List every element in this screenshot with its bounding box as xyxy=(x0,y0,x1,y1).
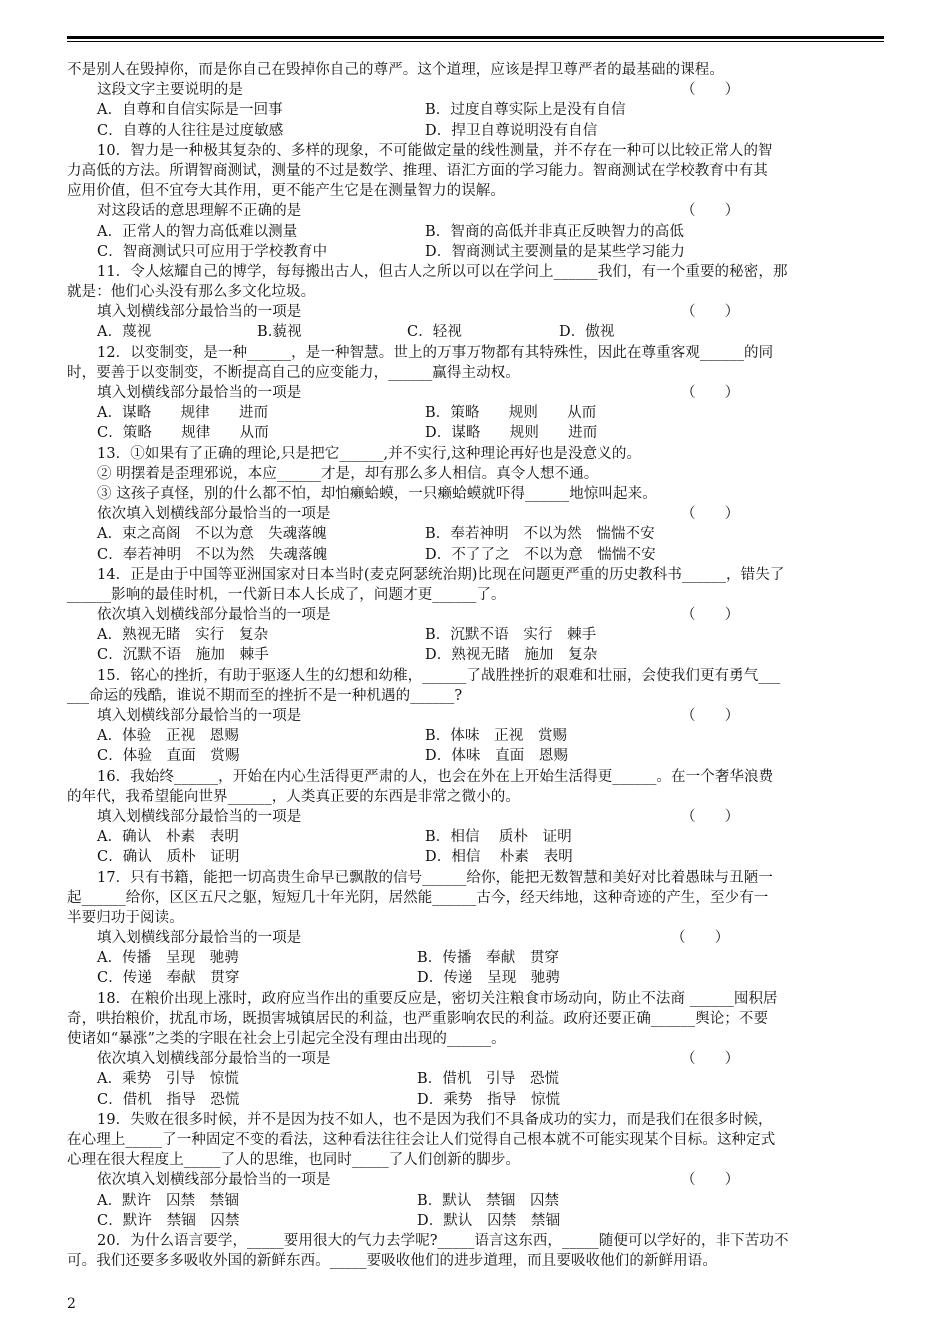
option-row xyxy=(67,847,884,867)
text-line: 使诸如“暴涨”之类的字眼在社会上引起完全没有理由出现的______。 xyxy=(67,1031,506,1047)
paragraph-start-line: 10．智力是一种极其复杂的、多样的现象，不可能做定量的线性测量，并不存在一种可以比较正常人的智 xyxy=(97,142,773,159)
question-stem xyxy=(67,1170,884,1190)
answer-parentheses: （ ） xyxy=(681,1051,740,1068)
answer-parentheses: （ ） xyxy=(681,708,740,724)
option-row xyxy=(67,121,884,141)
question-stem-text: 依次填入划横线部分最恰当的一项是 xyxy=(97,607,331,624)
option-left: A．束之高阁 不以为意 失魂落魄 xyxy=(97,526,327,543)
option-row xyxy=(67,322,884,342)
paragraph-start-line: 19．失败在很多时候，并不是因为技不如人，也不是因为我们不具备成功的实力，而是我们在很多时候， xyxy=(97,1111,773,1128)
option-right: D．体味 直面 恩赐 xyxy=(425,748,569,765)
answer-parentheses: （ ） xyxy=(681,808,740,825)
option-left: A．确认 朴素 表明 xyxy=(97,829,239,846)
question-stem xyxy=(67,706,884,726)
option-left: C．策略 规律 从而 xyxy=(97,425,269,442)
option-left: C．默许 禁锢 囚禁 xyxy=(97,1212,240,1229)
option-row xyxy=(67,100,884,120)
option-left: A．自尊和自信实际是一回事 xyxy=(97,102,283,119)
paragraph-start-line: 12．以变制变，是一种______，是一种智慧。世上的万事万物都有其特殊性，因此在尊重客观______的同 xyxy=(97,344,774,361)
option-right: D．乘势 指导 惊慌 xyxy=(417,1091,561,1108)
option-right: B．沉默不语 实行 棘手 xyxy=(425,627,597,644)
paragraph-start-line: 18．在粮价出现上涨时，政府应当作出的重要反应是，密切关注粮食市场动向，防止不法商 ______囤积居 xyxy=(97,990,778,1007)
option-left: A．谋略 规律 进而 xyxy=(97,405,269,422)
question-stem xyxy=(67,383,884,403)
text-line: 的年代，我希望能向世界______，人类真正要的东西是非常之微小的。 xyxy=(67,788,520,805)
paragraph-start-line: 16．我始终______，开始在内心生活得更严肃的人，也会在外在上开始生活得更______。在一个奢华浪费 xyxy=(97,768,774,785)
option-left: C．确认 质朴 证明 xyxy=(97,849,240,866)
option-o1: A．蔑视 xyxy=(97,324,152,341)
text-line: 心理在很大程度上_____了人的思维，也同时_____了人们创新的脚步。 xyxy=(67,1152,521,1169)
option-o3: C．轻视 xyxy=(407,324,462,341)
option-right: B．策略 规则 从而 xyxy=(425,405,597,422)
text-line: 应用价值，但不宜夸大其作用，更不能产生它是在测量智力的误解。 xyxy=(67,183,505,200)
text-line: 不是别人在毁掉你，而是你自己在毁掉你自己的尊严。这个道理，应该是捍卫尊严者的最基础的课程。 xyxy=(67,62,724,78)
option-row xyxy=(67,222,884,242)
option-row xyxy=(67,746,884,766)
question-stem xyxy=(67,605,884,625)
option-right: D．不了了之 不以为意 惴惴不安 xyxy=(425,546,656,563)
question-stem-text: 依次填入划横线部分最恰当的一项是 xyxy=(97,1051,331,1068)
option-left: A．默许 囚禁 禁锢 xyxy=(97,1192,239,1209)
option-right: B．借机 引导 恐慌 xyxy=(417,1071,560,1088)
option-right: B．奉若神明 不以为然 惴惴不安 xyxy=(425,526,655,543)
paragraph-start-line: 11．令人炫耀自己的博学，每每搬出古人，但古人之所以可以在学问上______我们，有一个重要的秘密，那 xyxy=(97,263,788,280)
question-stem xyxy=(67,201,884,221)
option-right: B．相信 质朴 证明 xyxy=(425,829,572,846)
option-o4: D．傲视 xyxy=(559,324,615,341)
paragraph-start-line: 15．铭心的挫折，有助于驱逐人生的幻想和幼稚，______了战胜挫折的艰难和壮丽，会使我们更有勇气___ xyxy=(97,667,781,684)
answer-parentheses: （ ） xyxy=(681,203,740,220)
question-stem xyxy=(67,928,884,948)
option-row xyxy=(67,827,884,847)
option-left: C．自尊的人往往是过度敏感 xyxy=(97,122,284,139)
option-right: B．智商的高低并非真正反映智力的高低 xyxy=(425,223,684,240)
answer-parentheses: （ ） xyxy=(681,506,740,523)
option-left: C．借机 指导 恐慌 xyxy=(97,1091,240,1108)
question-stem-text: 填入划横线部分最恰当的一项是 xyxy=(97,808,302,825)
option-left: C．传递 奉献 贯穿 xyxy=(97,970,240,987)
option-right: D．智商测试主要测量的是某些学习能力 xyxy=(425,243,685,260)
option-right: B．体味 正视 赏赐 xyxy=(425,728,568,745)
option-row xyxy=(67,423,884,443)
option-left: A．体验 正视 恩赐 xyxy=(97,728,239,745)
answer-parentheses: （ ） xyxy=(681,385,740,401)
option-left: A．正常人的智力高低难以测量 xyxy=(97,223,298,240)
option-row xyxy=(67,545,884,565)
option-left: A．传播 呈现 驰骋 xyxy=(97,950,239,967)
text-line: 就是：他们心头没有那么多文化垃圾。 xyxy=(67,284,316,301)
option-row xyxy=(67,645,884,665)
question-stem xyxy=(67,504,884,524)
option-left: C．奉若神明 不以为然 失魂落魄 xyxy=(97,546,328,563)
paragraph-start-line: 13．①如果有了正确的理论,只是把它______,并不实行,这种理论再好也是没意义的。 xyxy=(97,445,642,462)
option-row xyxy=(67,948,884,968)
paragraph-start-line: ③ 这孩子真怪，别的什么都不怕，却怕癞蛤蟆，一只癞蛤蟆就吓得______地惊叫起来。 xyxy=(97,485,657,502)
option-left: C．体验 直面 赏赐 xyxy=(97,748,240,765)
question-stem-text: 对这段话的意思理解不正确的是 xyxy=(97,203,302,220)
text-line: 奇，哄抬粮价，扰乱市场，既损害城镇居民的利益，也严重影响农民的利益。政府还要正确______舆论；不要 xyxy=(67,1010,769,1027)
option-row xyxy=(67,1191,884,1211)
option-right: D．熟视无睹 施加 复杂 xyxy=(425,647,598,664)
question-stem-text: 填入划横线部分最恰当的一项是 xyxy=(97,385,302,401)
option-right: D．捍卫自尊说明没有自信 xyxy=(425,122,598,139)
option-row xyxy=(67,403,884,423)
question-stem-text: 填入划横线部分最恰当的一项是 xyxy=(97,304,302,321)
answer-parentheses: （ ） xyxy=(681,304,740,321)
paragraph-start-line: 17．只有书籍，能把一切高贵生命早已飘散的信号______给你，能把无数智慧和美好对比着愚昧与丑陋一 xyxy=(97,869,773,886)
option-right: D．传递 呈现 驰骋 xyxy=(417,970,561,987)
header-rule-thick xyxy=(67,36,884,39)
option-row xyxy=(67,1211,884,1231)
header-rule-thin xyxy=(67,41,884,42)
answer-parentheses: （ ） xyxy=(681,1172,740,1189)
page-number: 2 xyxy=(67,1296,76,1312)
question-stem xyxy=(67,302,884,322)
paragraph-start-line: ② 明摆着是歪理邪说，本应______才是，却有那么多人相信。真令人想不通。 xyxy=(97,465,599,482)
text-line: 可。我们还要多多吸收外国的新鲜东西。_____要吸收他们的进步道理，而且要吸收他们的新鲜用语。 xyxy=(67,1253,717,1270)
option-row xyxy=(67,1069,884,1089)
text-line: 力高低的方法。所谓智商测试，测量的不过是数学、推理、语汇方面的学习能力。智商测试在学校教育中有其 xyxy=(67,162,768,179)
option-row xyxy=(67,968,884,988)
answer-parentheses: （ ） xyxy=(681,82,740,99)
question-stem-text: 依次填入划横线部分最恰当的一项是 xyxy=(97,1172,331,1189)
option-left: A．熟视无睹 实行 复杂 xyxy=(97,627,269,644)
text-line: ___命运的残酷，谁说不期而至的挫折不是一种机遇的______? xyxy=(67,687,463,704)
option-right: D．相信 朴素 表明 xyxy=(425,849,573,866)
text-line: 起______给你，区区五尺之躯，短短几十年光阴，居然能______古今，经天纬地，这种奇迹的产生，至少有一 xyxy=(67,889,769,906)
paragraph-start-line: 14．正是由于中国等亚洲国家对日本当时(麦克阿瑟统治期)比现在问题更严重的历史教科书______，错失了 xyxy=(97,566,785,583)
option-right: B．传播 奉献 贯穿 xyxy=(417,950,560,967)
option-left: C．智商测试只可应用于学校教育中 xyxy=(97,243,328,260)
option-row xyxy=(67,625,884,645)
option-right: D．谋略 规则 进而 xyxy=(425,425,598,442)
question-stem-text: 依次填入划横线部分最恰当的一项是 xyxy=(97,506,331,523)
question-stem-text: 填入划横线部分最恰当的一项是 xyxy=(97,708,302,724)
question-stem xyxy=(67,807,884,827)
question-stem-text: 这段文字主要说明的是 xyxy=(97,82,243,99)
option-row xyxy=(67,524,884,544)
text-line: 半要归功于阅读。 xyxy=(67,909,184,926)
answer-parentheses: （ ） xyxy=(671,930,730,947)
option-right: B．默认 禁锢 囚禁 xyxy=(417,1192,560,1209)
paragraph-start-line: 20．为什么语言要学，_____要用很大的气力去学呢?_____语言这东西，_____随便可以学好的，非下苦功不 xyxy=(97,1232,789,1249)
answer-parentheses: （ ） xyxy=(681,607,740,624)
option-left: A．乘势 引导 惊慌 xyxy=(97,1071,239,1088)
document-body xyxy=(67,60,884,1271)
question-stem xyxy=(67,80,884,100)
text-line: ______影响的最佳时机，一代新日本人长成了，问题才更______了。 xyxy=(67,586,506,603)
option-right: D．默认 囚禁 禁锢 xyxy=(417,1212,561,1229)
option-row xyxy=(67,1090,884,1110)
option-left: C．沉默不语 施加 棘手 xyxy=(97,647,269,664)
text-line: 在心理上_____了一种固定不变的看法，这种看法往往会让人们觉得自己根本就不可能实现某个目标。这种定式 xyxy=(67,1131,776,1148)
option-row xyxy=(67,726,884,746)
text-line: 时，要善于以变制变，不断提高自己的应变能力，______赢得主动权。 xyxy=(67,364,520,381)
option-right: B．过度自尊实际上是没有自信 xyxy=(425,102,626,119)
option-o2: B.藐视 xyxy=(257,324,302,341)
question-stem-text: 填入划横线部分最恰当的一项是 xyxy=(97,930,302,947)
option-row xyxy=(67,242,884,262)
question-stem xyxy=(67,1049,884,1069)
